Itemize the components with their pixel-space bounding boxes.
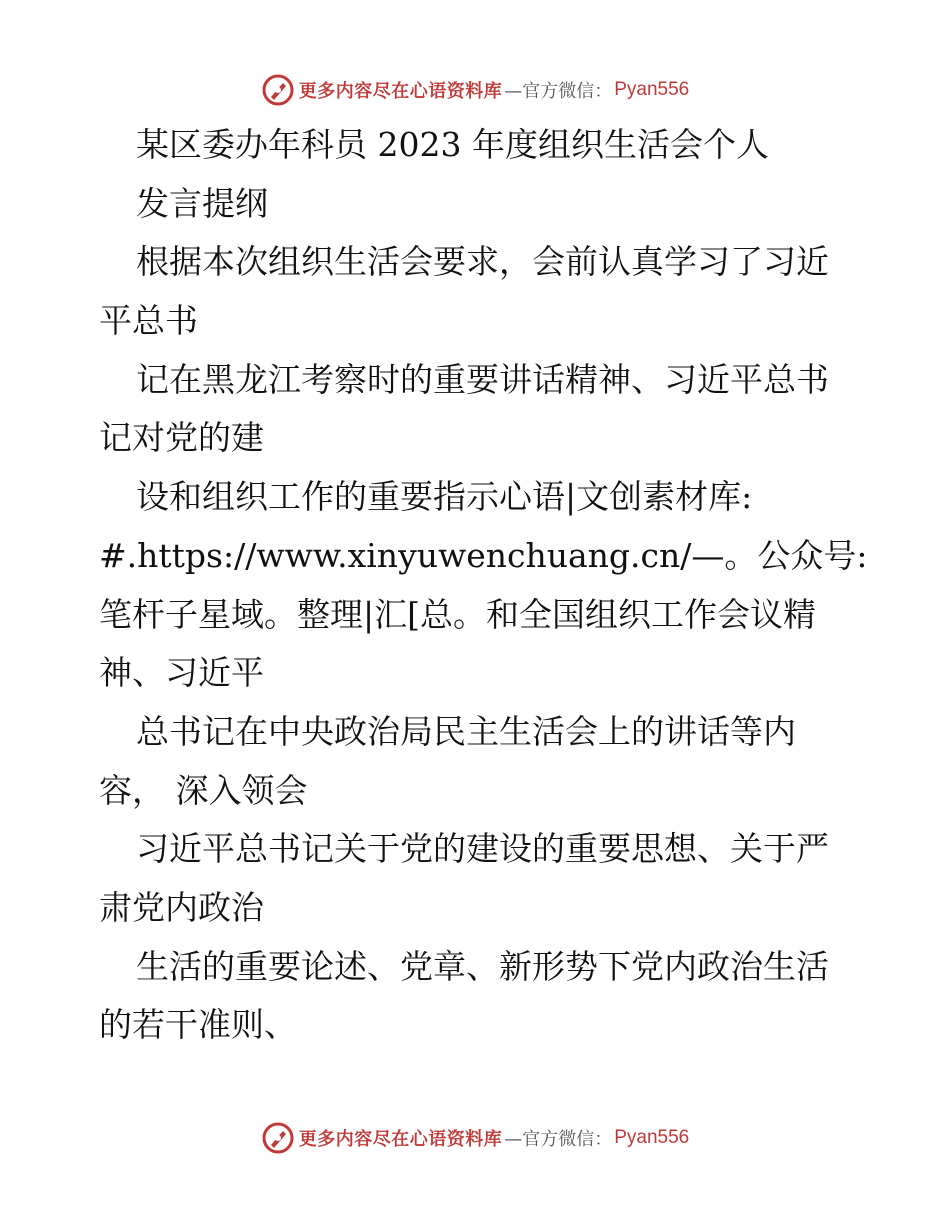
pen-nib-logo-icon	[261, 73, 295, 107]
banner-title: 更多内容尽在心语资料库	[298, 1129, 503, 1150]
paragraph-line: 总书记在中央政治局民主生活会上的讲话等内	[136, 711, 796, 751]
paragraph-line: 的若干准则、	[99, 1005, 297, 1045]
banner-wechat-label: —官方微信：	[504, 1129, 613, 1150]
document-title-line: 某区委办年科员 2023 年度组织生活会个人	[136, 125, 769, 164]
paragraph-line: 设和组织工作的重要指示心语|文创素材库:	[136, 477, 753, 517]
paragraph-line: 平总书	[99, 301, 198, 341]
banner-wechat-label: —官方微信：	[504, 81, 613, 102]
document-title-line: 发言提纲	[136, 183, 268, 223]
paragraph-line: 根据本次组织生活会要求，会前认真学习了习近	[136, 242, 829, 282]
paragraph-line: 习近平总书记关于党的建设的重要思想、关于严	[136, 829, 829, 869]
paragraph-line: 生活的重要论述、党章、新形势下党内政治生活	[136, 946, 829, 986]
paragraph-line: #.https://www.xinyuwenchuang.cn/—。公众号:	[99, 535, 868, 575]
paragraph-line: 神、习近平	[99, 653, 264, 693]
paragraph-line: 容， 深入领会	[99, 770, 308, 810]
paragraph-line: 笔杆子星域。整理|汇[总。和全国组织工作会议精	[99, 594, 816, 634]
paragraph-line: 肃党内政治	[99, 887, 264, 927]
banner-wechat-handle: Pyan556	[614, 1127, 690, 1148]
header-banner	[0, 70, 950, 110]
footer-banner	[0, 1118, 950, 1158]
banner-wechat-handle: Pyan556	[614, 79, 690, 100]
document-body	[99, 116, 868, 1055]
paragraph-line: 记对党的建	[99, 418, 264, 458]
banner-title: 更多内容尽在心语资料库	[298, 81, 503, 102]
paragraph-line: 记在黑龙江考察时的重要讲话精神、习近平总书	[136, 359, 829, 399]
pen-nib-logo-icon	[261, 1121, 295, 1155]
